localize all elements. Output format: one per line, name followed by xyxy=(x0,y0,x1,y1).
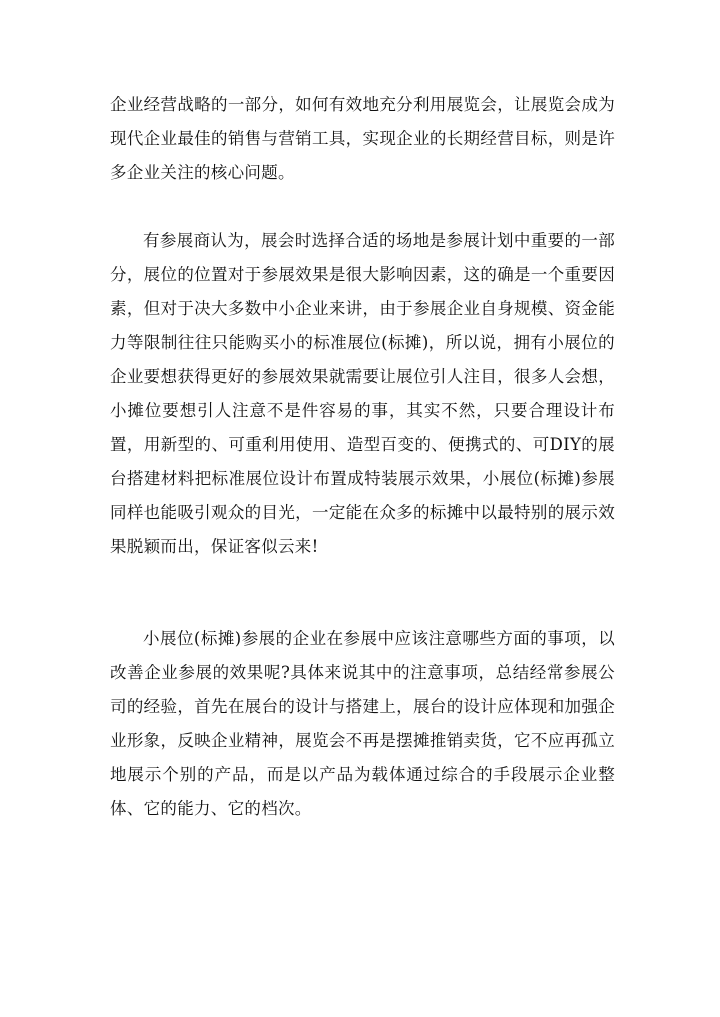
paragraph-booth-notes: 小展位(标摊)参展的企业在参展中应该注意哪些方面的事项，以改善企业参展的效果呢?具体来说其中的注意事项，总结经常参展公司的经验，首先在展台的设计与搭建上，展台的设计应体现和加强企业形象，反映企业精神，展览会不再是摆摊推销卖货，它不应再孤立地展示个别的产品，而是以产品为载体通过综合的手段展示企业整体、它的能力、它的档次。 xyxy=(110,629,615,818)
paragraph-intro: 企业经营战略的一部分，如何有效地充分利用展览会，让展览会成为现代企业最佳的销售与营销工具，实现企业的长期经营目标，则是许多企业关注的核心问题。 xyxy=(110,95,615,182)
paragraph-booth-location: 有参展商认为，展会时选择合适的场地是参展计划中重要的一部分，展位的位置对于参展效果是很大影响因素，这的确是一个重要因素，但对于决大多数中小企业来讲，由于参展企业自身规模、资金能力等限制往往只能购买小的标准展位(标摊)，所以说，拥有小展位的企业要想获得更好的参展效果就需要让展位引人注目，很多人会想，小摊位要想引人注意不是件容易的事，其实不然，只要合理设计布置，用新型的、可重利用使用、造型百变的、便携式的、可DIY的展台搭建材料把标准展位设计布置成特装展示效果，小展位(标摊)参展同样也能吸引观众的目光，一定能在众多的标摊中以最特别的展示效果脱颖而出，保证客似云来! xyxy=(110,231,615,556)
